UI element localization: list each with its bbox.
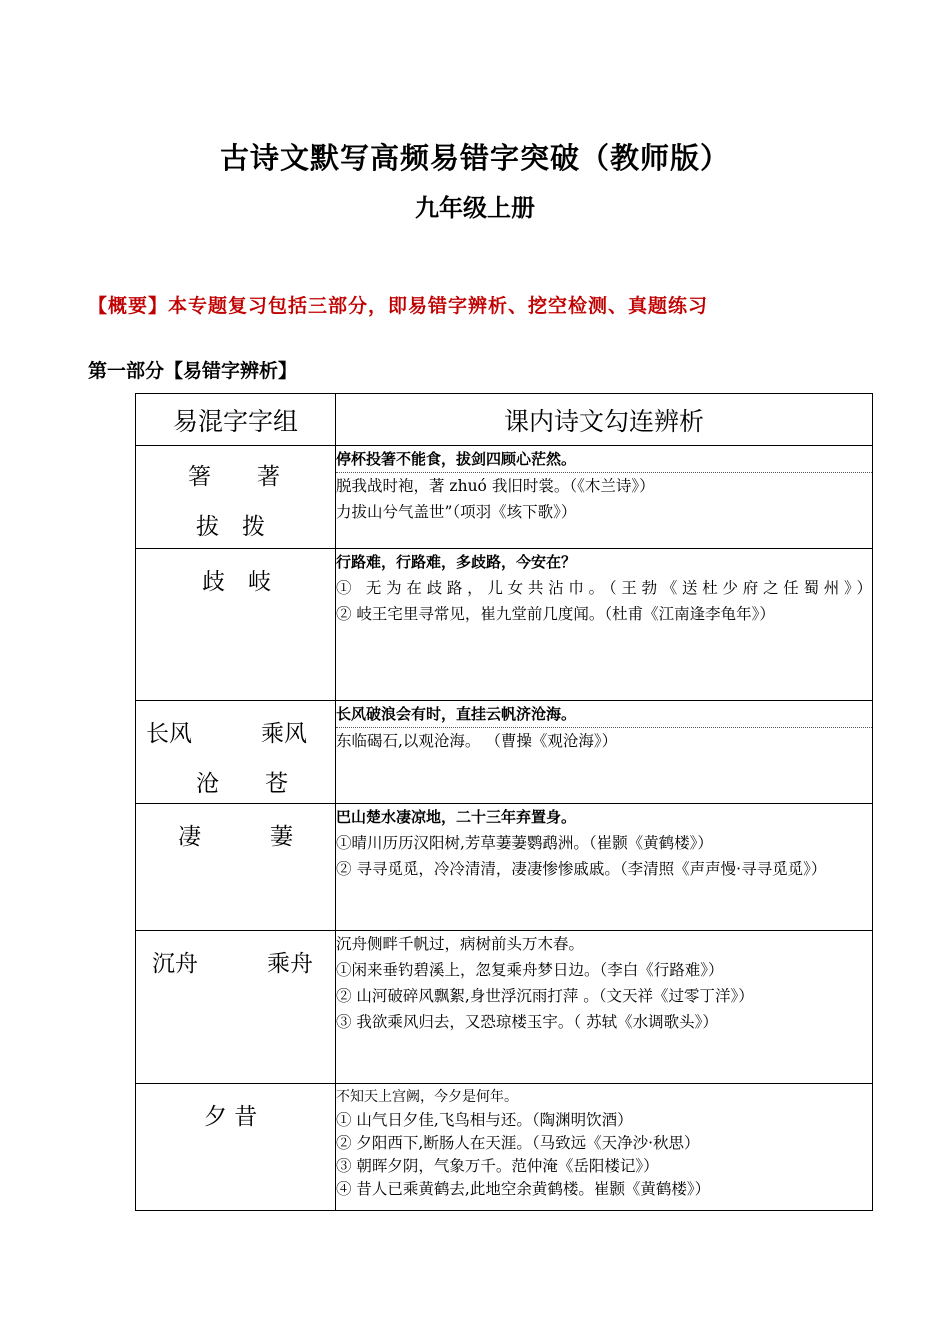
example-line: 东临碣石,以观沧海。 （曹操《观沧海》） <box>336 732 618 750</box>
char-group-line: 拔 拨 <box>196 514 265 540</box>
table-row <box>136 549 873 701</box>
document-title: 古诗文默写高频易错字突破（教师版） <box>219 141 730 175</box>
analysis-cell <box>336 1084 873 1211</box>
example-line: 力拔山兮气盖世”（项羽《垓下歌》） <box>336 503 577 521</box>
lead-verse: 行路难，行路难，多歧路，今安在？ <box>336 553 577 571</box>
char-group-line: 长风 乘风 <box>146 721 307 747</box>
example-line: ③ 我欲乘风归去，又恐琼楼玉宇。（ 苏轼《水调歌头》） <box>336 1013 718 1031</box>
char-group-cell <box>136 931 336 1084</box>
analysis-cell <box>336 931 873 1084</box>
summary-text: 【概要】本专题复习包括三部分，即易错字辨析、挖空检测、真题练习 <box>88 295 709 317</box>
table-row <box>136 446 873 549</box>
lead-verse: 停杯投箸不能食，拔剑四顾心茫然。 <box>336 446 872 473</box>
lead-verse: 巴山楚水凄凉地，二十三年弃置身。 <box>336 808 577 826</box>
char-group-cell <box>136 549 336 701</box>
analysis-cell <box>336 701 873 804</box>
char-group-line: 凄 萋 <box>178 824 293 850</box>
lead-verse: 不知天上宫阙，今夕是何年。 <box>336 1089 518 1105</box>
example-line: ② 山河破碎风飘絮,身世浮沉雨打萍 。（文天祥《过零丁洋》） <box>336 987 754 1005</box>
char-group-line: 夕 昔 <box>204 1104 258 1130</box>
char-group-cell <box>136 1084 336 1211</box>
lead-verse: 沉舟侧畔千帆过，病树前头万木春。 <box>336 935 585 953</box>
char-group-cell <box>136 701 336 804</box>
header-char-group: 易混字字组 <box>136 394 336 446</box>
example-line: ①晴川历历汉阳树,芳草萋萋鹦鹉洲。（崔颢《黄鹤楼》） <box>336 834 713 852</box>
table-header-row <box>136 394 873 446</box>
lead-verse: 长风破浪会有时，直挂云帆济沧海。 <box>336 701 872 728</box>
char-group-line: 沧 苍 <box>196 771 288 797</box>
part1-heading: 第一部分【易错字辨析】 <box>88 360 298 382</box>
analysis-cell <box>336 549 873 701</box>
analysis-cell <box>336 804 873 931</box>
char-group-line: 箸 著 <box>188 464 280 490</box>
example-line: ① 无为在歧路，儿女共沾巾。（王勃《送杜少府之任蜀州》） <box>336 579 872 597</box>
example-line: ② 岐王宅里寻常见，崔九堂前几度闻。（杜甫《江南逢李龟年》） <box>336 605 775 623</box>
example-line: 脱我战时袍，著 zhuó 我旧时裳。（《木兰诗》） <box>336 477 655 495</box>
example-line: ①闲来垂钓碧溪上，忽复乘舟梦日边。（李白《行路难》） <box>336 961 724 979</box>
analysis-cell <box>336 446 873 549</box>
document-subtitle: 九年级上册 <box>415 194 535 222</box>
table-row <box>136 931 873 1084</box>
char-group-cell <box>136 446 336 549</box>
header-poem-analysis: 课内诗文勾连辨析 <box>336 394 873 446</box>
char-group-line: 歧 岐 <box>202 569 271 595</box>
example-line: ③ 朝晖夕阴，气象万千。范仲淹《岳阳楼记》） <box>336 1157 659 1175</box>
example-line: ① 山气日夕佳,飞鸟相与还。（陶渊明饮酒） <box>336 1111 633 1129</box>
example-line: ② 夕阳西下,断肠人在天涯。（马致远《天净沙·秋思） <box>336 1134 700 1152</box>
char-group-line: 沉舟 乘舟 <box>152 951 313 977</box>
confusable-chars-table <box>135 393 873 1211</box>
table-row <box>136 1084 873 1211</box>
example-line: ④ 昔人已乘黄鹤去,此地空余黄鹤楼。崔颢《黄鹤楼》） <box>336 1180 711 1198</box>
example-line: ② 寻寻觅觅，冷冷清清，凄凄惨惨戚戚。（李清照《声声慢·寻寻觅觅》） <box>336 860 827 878</box>
table-row <box>136 804 873 931</box>
table-row <box>136 701 873 804</box>
char-group-cell <box>136 804 336 931</box>
